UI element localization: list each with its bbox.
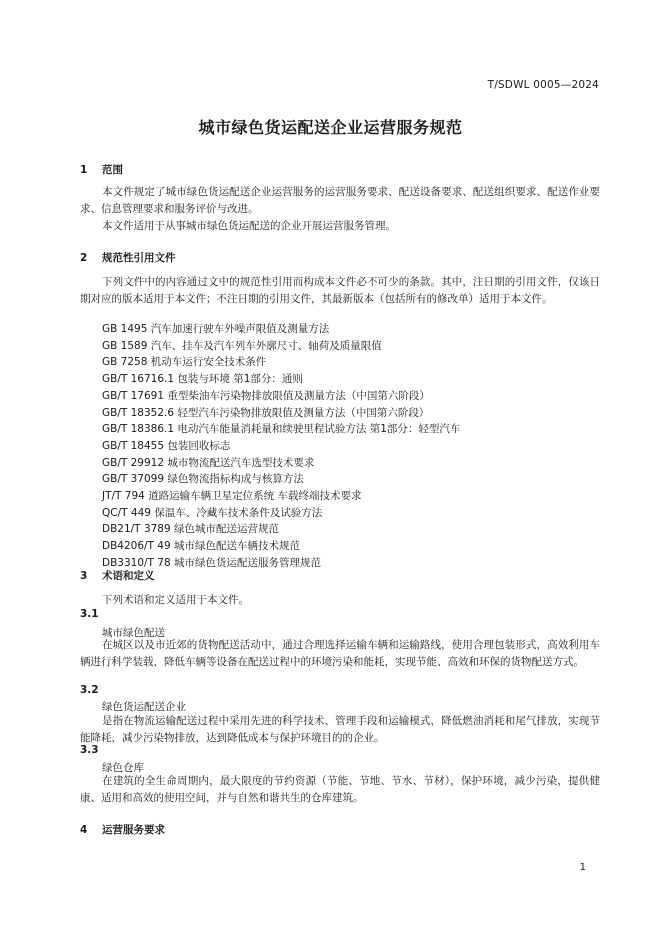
term-name: 城市绿色配送 bbox=[102, 627, 165, 639]
section-4-heading bbox=[80, 822, 165, 837]
reference-item: DB21/T 3789 绿色城市配送运营规范 bbox=[102, 523, 279, 536]
section-number: 1 bbox=[80, 164, 88, 176]
page-number: 1 bbox=[579, 862, 586, 873]
reference-item: GB/T 16716.1 包装与环境 第1部分：通则 bbox=[102, 373, 303, 386]
section-3-heading bbox=[80, 568, 155, 583]
reference-item: GB/T 37099 绿色物流指标构成与核算方法 bbox=[102, 473, 304, 486]
reference-item: GB/T 18455 包装回收标志 bbox=[102, 439, 231, 452]
term-number: 3.2 bbox=[80, 684, 99, 696]
reference-item: GB/T 17691 重型柴油车污染物排放限值及测量方法（中国第六阶段） bbox=[102, 389, 430, 402]
term-definition: 在建筑的全生命周期内，最大限度的节约资源（节能、节地、节水、节材），保护环境，减少污染，提供健康、适用和高效的使用空间，并与自然和谐共生的仓库建筑。 bbox=[80, 775, 600, 804]
reference-item: DB3310/T 78 城市绿色货运配送服务管理规范 bbox=[102, 556, 321, 569]
section-2-heading bbox=[80, 250, 176, 265]
reference-item: GB/T 29912 城市物流配送汽车选型技术要求 bbox=[102, 456, 315, 469]
paragraph: 下列文件中的内容通过文中的规范性引用而构成本文件必不可少的条款。其中，注日期的引用文件，仅该日期对应的版本适用于本文件；不注日期的引用文件，其最新版本（包括所有的修改单）适用于本文件。 bbox=[80, 276, 600, 305]
section-title: 范围 bbox=[102, 164, 123, 176]
section-title: 规范性引用文件 bbox=[102, 252, 176, 264]
document-title: 城市绿色货运配送企业运营服务规范 bbox=[198, 118, 463, 137]
section-number: 4 bbox=[80, 824, 88, 836]
term-definition: 是指在物流运输配送过程中采用先进的科学技术、管理手段和运输模式，降低燃油消耗和尾气排放，实现节能降耗，减少污染物排放，达到降低成本与保护环境目的的企业。 bbox=[80, 715, 600, 744]
paragraph: 本文件适用于从事城市绿色货运配送的企业开展运营服务管理。 bbox=[102, 220, 396, 232]
section-title: 术语和定义 bbox=[102, 570, 155, 582]
term-number: 3.3 bbox=[80, 744, 99, 756]
document-number: T/SDWL 0005—2024 bbox=[487, 79, 599, 91]
reference-item: GB 1589 汽车、挂车及汽车列车外廓尺寸、轴荷及质量限值 bbox=[102, 339, 382, 352]
paragraph: 本文件规定了城市绿色货运配送企业运营服务的运营服务要求、配送设备要求、配送组织要求、配送作业要求、信息管理要求和服务评价与改进。 bbox=[80, 186, 600, 215]
term-name: 绿色仓库 bbox=[102, 762, 144, 774]
section-1-heading bbox=[80, 162, 123, 177]
term-definition: 在城区以及市近郊的货物配送活动中，通过合理选择运输车辆和运输路线，使用合理包装形式，高效利用车辆进行科学装载，降低车辆等设备在配送过程中的环境污染和能耗，实现节能、高效和环保的货物配送方式。 bbox=[80, 639, 600, 668]
paragraph: 下列术语和定义适用于本文件。 bbox=[102, 594, 249, 606]
reference-item: GB/T 18386.1 电动汽车能量消耗量和续驶里程试验方法 第1部分：轻型汽车 bbox=[102, 423, 461, 436]
reference-item: GB/T 18352.6 轻型汽车污染物排放限值及测量方法（中国第六阶段） bbox=[102, 406, 430, 419]
reference-list bbox=[102, 321, 460, 572]
reference-item: DB4206/T 49 城市绿色配送车辆技术规范 bbox=[102, 540, 300, 553]
section-number: 3 bbox=[80, 570, 88, 582]
section-title: 运营服务要求 bbox=[102, 824, 165, 836]
reference-item: GB 1495 汽车加速行驶车外噪声限值及测量方法 bbox=[102, 323, 330, 335]
section-number: 2 bbox=[80, 252, 88, 264]
reference-item: GB 7258 机动车运行安全技术条件 bbox=[102, 356, 267, 369]
reference-item: QC/T 449 保温车、冷藏车技术条件及试验方法 bbox=[102, 506, 323, 519]
term-name: 绿色货运配送企业 bbox=[102, 701, 186, 713]
reference-item: JT/T 794 道路运输车辆卫星定位系统 车载终端技术要求 bbox=[102, 490, 362, 503]
term-number: 3.1 bbox=[80, 608, 99, 620]
